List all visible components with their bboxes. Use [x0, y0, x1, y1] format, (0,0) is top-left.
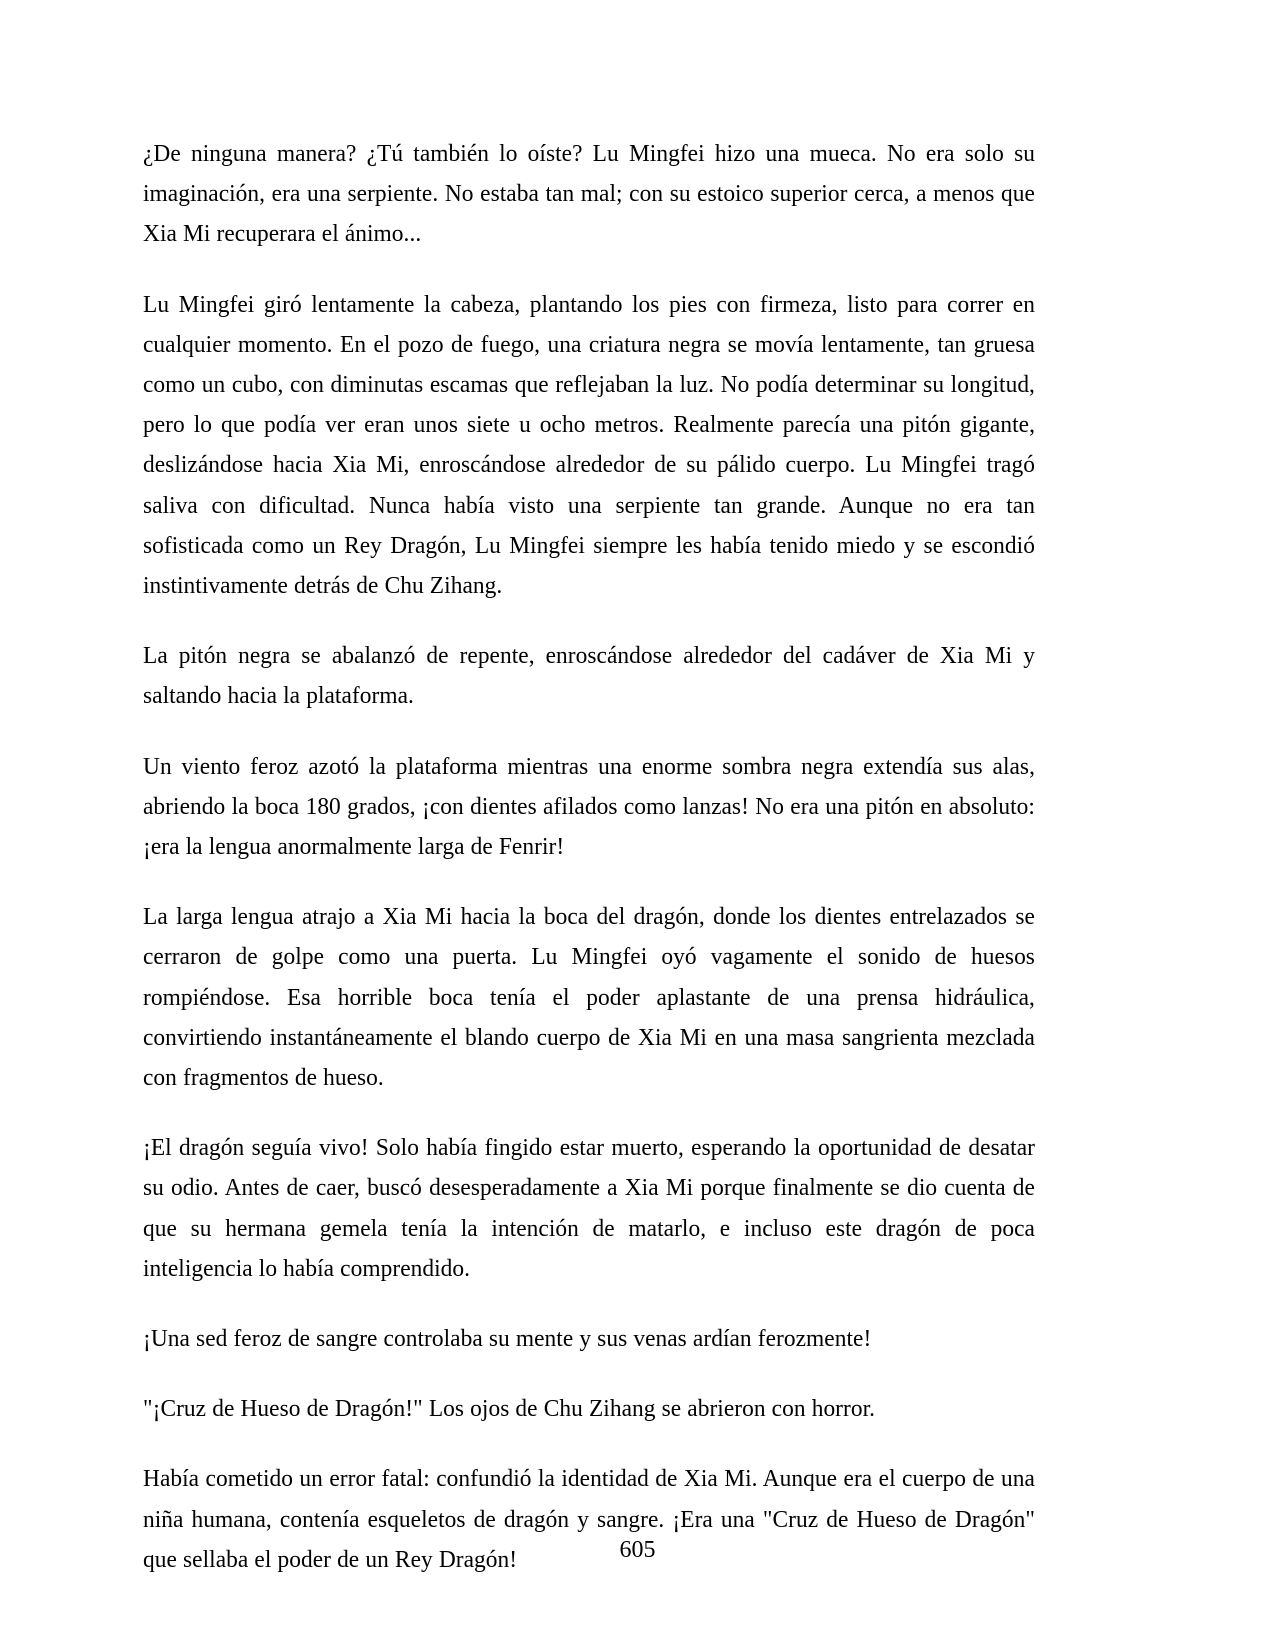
paragraph: ¡Una sed feroz de sangre controlaba su mente y sus venas ardían ferozmente!: [143, 1325, 872, 1353]
body-text-column: [143, 134, 1077, 1580]
paragraph: ¡El dragón seguía vivo! Solo había fingido estar muerto, esperando la oportunidad de desatar su odio. Antes de caer, buscó desesperadamente a Xia Mi porque finalmente se dio cuenta de que su hermana gemela tenía la intención de matarlo, e incluso este dragón de poca inteligencia lo había comprendido.: [143, 1134, 1035, 1282]
paragraph: La pitón negra se abalanzó de repente, enroscándose alrededor del cadáver de Xia Mi y saltando hacia la plataforma.: [143, 642, 1035, 710]
paragraph: Había cometido un error fatal: confundió la identidad de Xia Mi. Aunque era el cuerpo de una niña humana, contenía esqueletos de dragón y sangre. ¡Era una "Cruz de Hueso de Dragón" que sellaba el poder de un Rey Dragón!: [143, 1465, 1035, 1573]
paragraph: Un viento feroz azotó la plataforma mientras una enorme sombra negra extendía sus alas, abriendo la boca 180 grados, ¡con dientes afilados como lanzas! No era una pitón en absoluto: ¡era la lengua anormalmente larga de Fenrir!: [143, 752, 1035, 861]
paragraph: La larga lengua atrajo a Xia Mi hacia la boca del dragón, donde los dientes entrelazados se cerraron de golpe como una puerta. Lu Mingfei oyó vagamente el sonido de huesos rompiéndose. Esa horrible boca tenía el poder aplastante de una prensa hidráulica, convirtiendo instantáneamente el blando cuerpo de Xia Mi en una masa sangrienta mezclada con fragmentos de hueso.: [143, 903, 1035, 1092]
page-number: 605: [619, 1537, 656, 1563]
paragraph: "¡Cruz de Hueso de Dragón!" Los ojos de Chu Zihang se abrieron con horror.: [143, 1395, 876, 1423]
paragraph: Lu Mingfei giró lentamente la cabeza, plantando los pies con firmeza, listo para correr en cualquier momento. En el pozo de fuego, una criatura negra se movía lentamente, tan gruesa como un cubo, con diminutas escamas que reflejaban la luz. No podía determinar su longitud, pero lo que podía ver eran unos siete u ocho metros. Realmente parecía una pitón gigante, deslizándose hacia Xia Mi, enroscándose alrededor de su pálido cuerpo. Lu Mingfei tragó saliva con dificultad. Nunca había visto una serpiente tan grande. Aunque no era tan sofisticada como un Rey Dragón, Lu Mingfei siempre les había tenido miedo y se escondió instintivamente detrás de Chu Zihang.: [143, 290, 1035, 600]
paragraph: ¿De ninguna manera? ¿Tú también lo oíste? Lu Mingfei hizo una mueca. No era solo su imaginación, era una serpiente. No estaba tan mal; con su estoico superior cerca, a menos que Xia Mi recuperara el ánimo...: [143, 140, 1035, 248]
